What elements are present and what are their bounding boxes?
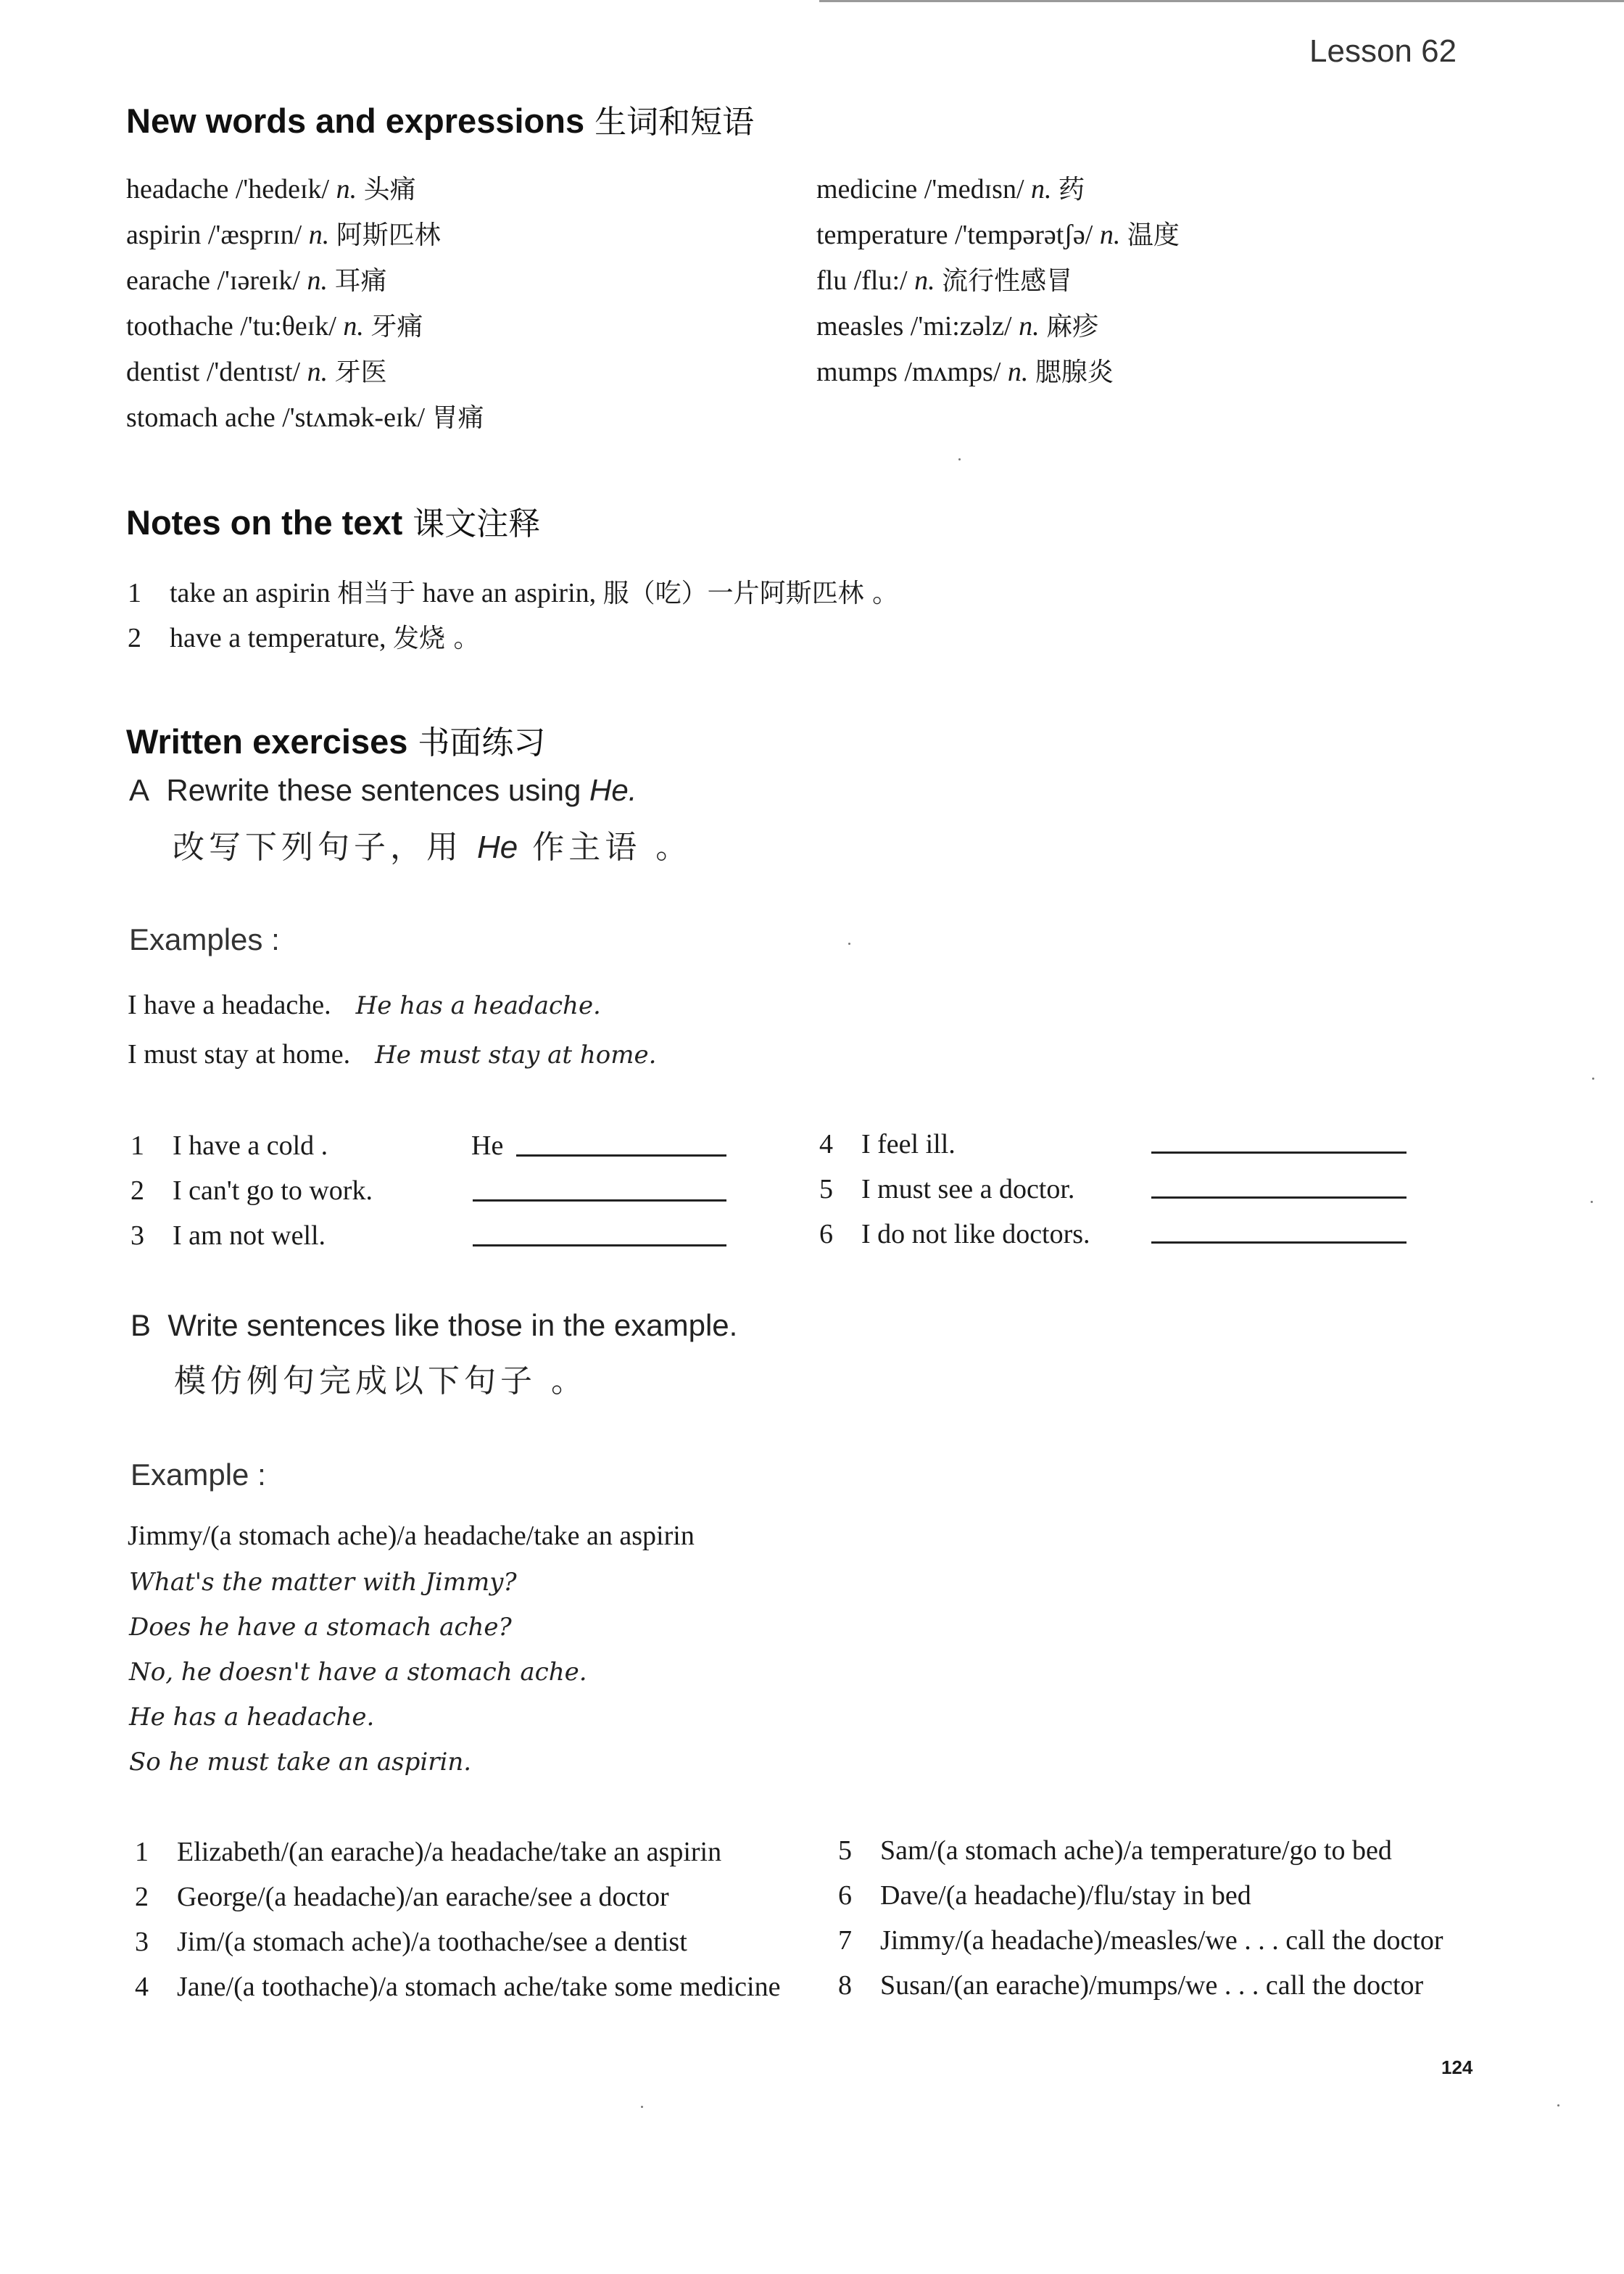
exercise-b-instruction <box>130 1308 737 1343</box>
answer-blank[interactable] <box>1151 1152 1406 1154</box>
answer-blank[interactable] <box>1151 1241 1406 1244</box>
example-line: Does he have a stomach ache? <box>129 1613 512 1642</box>
item-number: 4 <box>819 1129 833 1159</box>
vocab-pos: n. <box>307 265 328 296</box>
written-heading-zh: 书面练习 <box>418 724 546 761</box>
exercise-a-item <box>819 1173 1074 1205</box>
note-number: 1 <box>128 578 141 608</box>
item-number: 7 <box>838 1925 852 1956</box>
note-text: have a temperature, <box>170 623 386 653</box>
top-rule <box>819 0 1624 2</box>
vocab-word: temperature /'tempərətʃə/ <box>816 220 1093 250</box>
example-line: So he must take an aspirin. <box>129 1748 472 1777</box>
vocab-item <box>816 350 1180 395</box>
example-answer: He must stay at home. <box>375 1041 657 1070</box>
exercise-b-item <box>135 1881 669 1913</box>
vocab-pos: n. <box>1007 357 1029 387</box>
vocab-item <box>126 258 484 304</box>
exercise-letter: B <box>130 1308 152 1342</box>
instruction-text: Rewrite these sentences using <box>166 773 581 807</box>
example-label: Example : <box>130 1458 266 1492</box>
vocab-zh: 胃痛 <box>431 403 484 433</box>
exercise-b-item <box>838 1880 1251 1911</box>
example-row <box>128 1038 656 1070</box>
vocab-item <box>816 167 1180 212</box>
example-answer: He has a headache. <box>355 991 601 1020</box>
notes-heading-en: Notes on the text <box>126 503 403 542</box>
vocab-word: headache /'hedeɪk/ <box>126 174 330 204</box>
vocab-pos: n. <box>1099 220 1121 250</box>
example-sentence: I must stay at home. <box>128 1039 351 1070</box>
item-text: Dave/(a headache)/flu/stay in bed <box>880 1880 1251 1911</box>
example-row <box>128 989 601 1021</box>
vocab-zh: 牙痛 <box>370 312 423 342</box>
item-number: 5 <box>819 1174 833 1204</box>
vocab-zh: 流行性感冒 <box>942 266 1073 296</box>
vocab-word: earache /'ɪəreɪk/ <box>126 265 300 296</box>
answer-blank[interactable] <box>473 1244 726 1246</box>
vocab-item <box>816 212 1180 258</box>
note-zh: 服（吃）一片阿斯匹林 。 <box>602 579 899 608</box>
instruction-zh-part: 作主语 。 <box>532 829 692 866</box>
vocab-pos: n. <box>336 174 357 204</box>
exercise-b-item <box>838 1835 1392 1866</box>
lesson-title: Lesson 62 <box>1309 33 1457 69</box>
item-number: 3 <box>130 1220 144 1251</box>
note-zh: 发烧 。 <box>393 624 480 653</box>
exercise-b-instruction-zh: 模仿例句完成以下句子 。 <box>174 1363 587 1399</box>
exercise-b-item <box>135 1926 687 1958</box>
scan-speck <box>958 458 961 460</box>
vocab-zh: 腮腺炎 <box>1035 357 1114 387</box>
notes-heading-zh: 课文注释 <box>413 505 541 542</box>
vocab-item <box>816 304 1180 350</box>
vocab-zh: 温度 <box>1127 220 1180 250</box>
vocab-pos: n. <box>1031 174 1052 204</box>
exercise-a-item <box>819 1218 1090 1250</box>
written-heading-en: Written exercises <box>126 722 408 761</box>
item-text: I am not well. <box>173 1220 326 1251</box>
vocab-item <box>126 212 484 258</box>
vocab-item <box>126 167 484 212</box>
exercise-a-instruction-zh <box>173 821 692 867</box>
vocab-item <box>126 350 484 395</box>
vocab-word: toothache /'tu:θeɪk/ <box>126 311 336 342</box>
vocab-heading-en: New words and expressions <box>126 102 585 140</box>
exercise-a-item <box>130 1220 326 1252</box>
item-text: Jim/(a stomach ache)/a toothache/see a dentist <box>177 1927 687 1957</box>
item-number: 2 <box>135 1882 149 1912</box>
scan-speck <box>1591 1201 1593 1203</box>
exercise-b-item <box>838 1924 1443 1956</box>
answer-blank[interactable] <box>473 1199 726 1202</box>
vocab-item <box>816 258 1180 304</box>
vocab-heading <box>126 96 754 142</box>
scan-speck <box>1592 1078 1594 1080</box>
item-number: 1 <box>135 1837 149 1867</box>
example-line: No, he doesn't have a stomach ache. <box>129 1658 587 1687</box>
vocab-list-left <box>126 167 484 441</box>
note-item <box>128 573 898 610</box>
vocab-item <box>126 304 484 350</box>
example-sentence: I have a headache. <box>128 990 331 1020</box>
item-number: 3 <box>135 1927 149 1957</box>
answer-blank[interactable] <box>516 1154 726 1157</box>
item-number: 6 <box>819 1219 833 1249</box>
exercise-b-item <box>838 1969 1423 2001</box>
answer-prefix: He <box>471 1130 504 1161</box>
vocab-word: mumps /mʌmps/ <box>816 357 1001 387</box>
vocab-zh: 药 <box>1058 175 1085 204</box>
instruction-emphasis: He. <box>589 773 637 807</box>
vocab-item <box>126 395 484 441</box>
item-number: 5 <box>838 1835 852 1866</box>
note-item <box>128 618 480 655</box>
item-text: Elizabeth/(an earache)/a headache/take an aspirin <box>177 1837 722 1867</box>
example-prompt: Jimmy/(a stomach ache)/a headache/take an aspirin <box>128 1521 695 1551</box>
instruction-text: Write sentences like those in the example. <box>167 1308 738 1342</box>
scan-speck <box>848 943 850 945</box>
item-number: 6 <box>838 1880 852 1911</box>
vocab-word: stomach ache /'stʌmək-eɪk/ <box>126 402 426 433</box>
example-line: He has a headache. <box>129 1703 375 1732</box>
instruction-zh-part: 改写下列句子，用 <box>173 829 463 866</box>
exercise-b-item <box>135 1836 721 1868</box>
note-text: have an aspirin, <box>422 578 597 608</box>
exercise-a-item <box>819 1128 956 1160</box>
instruction-zh-em: He <box>477 830 518 865</box>
note-number: 2 <box>128 623 141 653</box>
vocab-word: aspirin /'æsprɪn/ <box>126 220 302 250</box>
written-heading <box>126 716 545 763</box>
exercise-a-instruction <box>129 773 637 808</box>
scan-speck <box>641 2106 643 2108</box>
item-text: I must see a doctor. <box>861 1174 1075 1204</box>
page-number: 124 <box>1441 2056 1473 2078</box>
example-line: What's the matter with Jimmy? <box>129 1568 517 1597</box>
item-text: I can't go to work. <box>173 1175 373 1206</box>
vocab-pos: n. <box>308 220 330 250</box>
item-text: I feel ill. <box>861 1129 956 1159</box>
vocab-pos: n. <box>343 311 364 342</box>
vocab-list-right <box>816 167 1180 395</box>
notes-heading <box>126 497 540 544</box>
item-number: 1 <box>130 1130 144 1161</box>
item-text: I do not like doctors. <box>861 1219 1090 1249</box>
vocab-pos: n. <box>914 265 935 296</box>
vocab-word: flu /flu:/ <box>816 265 908 296</box>
exercise-a-item <box>130 1130 328 1162</box>
item-text: Jane/(a toothache)/a stomach ache/take some medicine <box>177 1972 781 2002</box>
vocab-word: measles /'mi:zəlz/ <box>816 311 1012 342</box>
note-text: take an aspirin <box>170 578 331 608</box>
vocab-pos: n. <box>307 357 328 387</box>
answer-blank[interactable] <box>1151 1196 1406 1199</box>
vocab-pos: n. <box>1019 311 1040 342</box>
vocab-zh: 麻疹 <box>1046 312 1099 342</box>
exercise-letter: A <box>129 773 150 807</box>
vocab-zh: 耳痛 <box>334 266 387 296</box>
item-number: 8 <box>838 1970 852 2001</box>
vocab-heading-zh: 生词和短语 <box>594 104 755 141</box>
exercise-a-item <box>130 1175 373 1207</box>
item-text: Susan/(an earache)/mumps/we . . . call the doctor <box>880 1970 1424 2001</box>
exercise-b-item <box>135 1971 780 2003</box>
item-text: George/(a headache)/an earache/see a doctor <box>177 1882 669 1912</box>
vocab-word: medicine /'medɪsn/ <box>816 174 1024 204</box>
item-number: 2 <box>130 1175 144 1206</box>
vocab-zh: 牙医 <box>334 357 387 387</box>
item-text: I have a cold . <box>173 1130 328 1161</box>
item-number: 4 <box>135 1972 149 2002</box>
item-text: Jimmy/(a headache)/measles/we . . . call the doctor <box>880 1925 1443 1956</box>
vocab-zh: 阿斯匹林 <box>336 220 441 250</box>
note-zh: 相当于 <box>337 579 416 608</box>
scan-speck <box>1557 2104 1559 2106</box>
item-text: Sam/(a stomach ache)/a temperature/go to bed <box>880 1835 1392 1866</box>
vocab-zh: 头痛 <box>363 175 416 204</box>
vocab-word: dentist /'dentɪst/ <box>126 357 301 387</box>
examples-label: Examples : <box>129 922 280 956</box>
